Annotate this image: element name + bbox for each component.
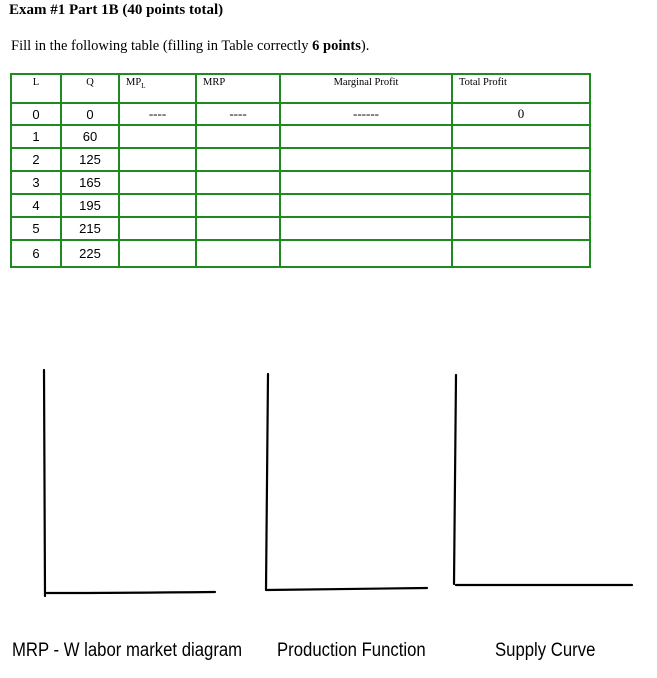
cell-q: 0 (61, 103, 119, 125)
cell-mpl (119, 240, 196, 267)
cell-mpl (119, 194, 196, 217)
cell-mrp (196, 240, 280, 267)
axes-mrp-w (44, 370, 215, 596)
cell-l: 1 (11, 125, 61, 148)
cell-q: 125 (61, 148, 119, 171)
cell-mrp (196, 125, 280, 148)
instruction-text: Fill in the following table (filling in Table correctly 6 points). (11, 38, 370, 54)
cell-total-profit: 0 (452, 103, 590, 125)
cell-marginal-profit (280, 171, 452, 194)
cell-mrp (196, 194, 280, 217)
cell-total-profit (452, 171, 590, 194)
axes-production-function (266, 374, 427, 590)
cell-total-profit (452, 194, 590, 217)
cell-q: 195 (61, 194, 119, 217)
cell-mrp (196, 148, 280, 171)
cell-mrp (196, 217, 280, 240)
cell-mpl: ---- (119, 103, 196, 125)
table-row (11, 240, 590, 267)
col-header-l: L (11, 74, 61, 103)
table-row (11, 171, 590, 194)
cell-l: 6 (11, 240, 61, 267)
blank-axes-sketch (0, 300, 657, 610)
cell-marginal-profit (280, 148, 452, 171)
points-emphasis: 6 points (312, 38, 361, 54)
cell-l: 3 (11, 171, 61, 194)
table-row (11, 125, 590, 148)
cell-l: 5 (11, 217, 61, 240)
cell-marginal-profit (280, 217, 452, 240)
table-row (11, 217, 590, 240)
cell-marginal-profit (280, 240, 452, 267)
exam-title: Exam #1 Part 1B (40 points total) (9, 2, 224, 18)
col-header-mpl: $MP_L$ (119, 74, 196, 103)
cell-mpl (119, 148, 196, 171)
cell-total-profit (452, 148, 590, 171)
cell-q: 225 (61, 240, 119, 267)
cell-q: 165 (61, 171, 119, 194)
col-header-marginal-profit: Marginal Profit (280, 74, 452, 103)
caption-supply-curve: Supply Curve (495, 640, 596, 661)
col-header-mrp: MRP (196, 74, 280, 103)
table-row (11, 103, 590, 125)
col-header-total-profit: Total Profit (452, 74, 590, 103)
answer-table (10, 73, 591, 268)
cell-mpl (119, 171, 196, 194)
cell-mpl (119, 125, 196, 148)
table-row (11, 194, 590, 217)
cell-l: 2 (11, 148, 61, 171)
cell-total-profit (452, 240, 590, 267)
table-row (11, 148, 590, 171)
caption-mrp-w-diagram: MRP - W labor market diagram (12, 640, 243, 661)
cell-total-profit (452, 125, 590, 148)
cell-marginal-profit: ------ (280, 103, 452, 125)
cell-q: 60 (61, 125, 119, 148)
axes-supply-curve (454, 375, 632, 585)
cell-q: 215 (61, 217, 119, 240)
table-header-row (11, 74, 590, 103)
cell-l: 0 (11, 103, 61, 125)
cell-marginal-profit (280, 194, 452, 217)
cell-mpl (119, 217, 196, 240)
cell-total-profit (452, 217, 590, 240)
cell-mrp (196, 171, 280, 194)
cell-l: 4 (11, 194, 61, 217)
cell-marginal-profit (280, 125, 452, 148)
cell-mrp: ---- (196, 103, 280, 125)
caption-production-function: Production Function (277, 640, 426, 661)
col-header-q: Q (61, 74, 119, 103)
